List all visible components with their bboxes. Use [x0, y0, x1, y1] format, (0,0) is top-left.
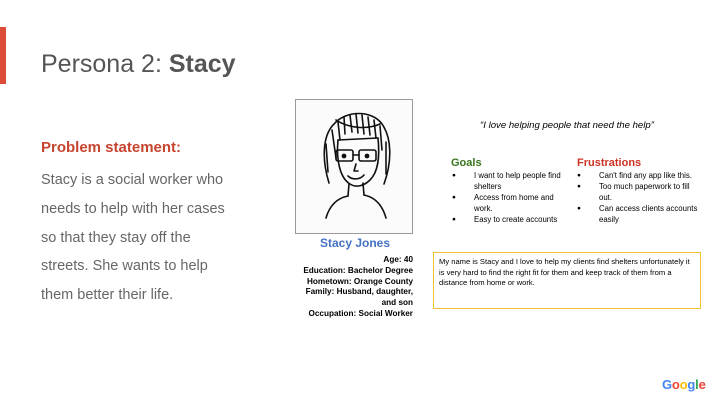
page-title: [41, 50, 236, 79]
detail-education: Education: Bachelor Degree: [303, 265, 413, 275]
accent-bar: [0, 27, 6, 84]
detail-hometown: Hometown: Orange County: [307, 276, 413, 286]
title-prefix: Persona 2:: [41, 50, 162, 78]
list-item: ● Too much paperwork to fill out.: [577, 181, 701, 203]
google-logo: [662, 377, 706, 392]
logo-letter: o: [671, 377, 680, 392]
detail-occupation: Occupation: Social Worker: [308, 308, 413, 318]
detail-family-cont: and son: [381, 298, 413, 308]
problem-statement-heading: Problem statement:: [41, 139, 182, 156]
list-item: ● Easy to create accounts: [452, 214, 570, 225]
goals-list: [452, 170, 570, 225]
persona-quote: “I love helping people that need the help”: [480, 120, 654, 131]
problem-statement-text: Stacy is a social worker who needs to help with her cases so that they stay off the streets. She wants to help them better their life.: [41, 172, 225, 304]
persona-bio: My name is Stacy and I love to help my clients find shelters unfortunately it is very hard to find the right fit for them and keep track of them from a distance from home or work.: [439, 257, 690, 287]
logo-letter: l: [695, 377, 699, 392]
list-item: ● I want to help people find shelters: [452, 170, 570, 192]
persona-details: [286, 255, 413, 320]
list-item: ● Can't find any app like this.: [577, 170, 701, 181]
logo-letter: e: [698, 377, 706, 392]
persona-portrait: [295, 99, 413, 234]
persona-sketch-icon: [296, 100, 412, 233]
logo-letter: G: [662, 377, 672, 392]
title-name: Stacy: [168, 50, 236, 78]
logo-letter: g: [687, 377, 696, 392]
goals-heading: Goals: [451, 157, 482, 169]
persona-bio-box: [433, 252, 701, 309]
frustrations-heading: Frustrations: [577, 157, 642, 169]
persona-name: Stacy Jones: [319, 236, 391, 250]
list-item: ● Access from home and work.: [452, 192, 570, 214]
detail-age: Age: 40: [383, 255, 413, 264]
detail-family: Family: Husband, daughter,: [305, 287, 413, 297]
list-item: ● Can access clients accounts easily: [577, 203, 701, 225]
logo-letter: o: [679, 377, 688, 392]
frustrations-list: [577, 170, 701, 225]
